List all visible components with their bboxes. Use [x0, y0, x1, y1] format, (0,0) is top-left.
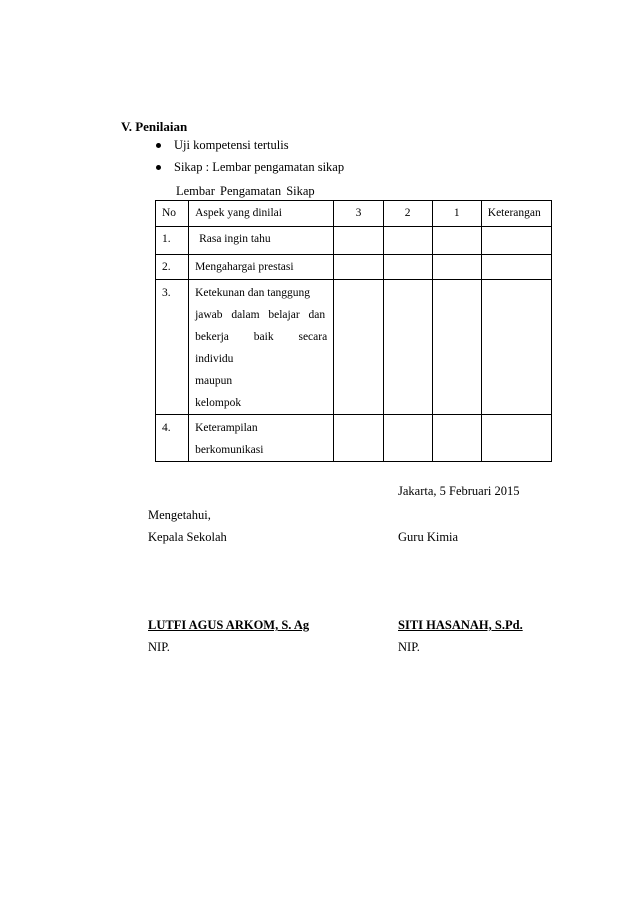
keterangan-cell: [481, 280, 551, 415]
table-row: [156, 415, 552, 462]
bullet-icon: [156, 143, 161, 148]
score-cell: [334, 415, 383, 462]
table-row: [156, 227, 552, 255]
header-no: No: [156, 201, 189, 227]
score-cell: [383, 227, 432, 255]
right-nip: NIP.: [398, 640, 420, 654]
header-aspek: Aspek yang dinilai: [189, 201, 334, 227]
row-number: 4.: [156, 415, 189, 462]
row-aspek: Mengahargai prestasi: [189, 255, 334, 280]
bullet-item: [156, 138, 289, 153]
score-cell: [383, 255, 432, 280]
score-cell: [334, 227, 383, 255]
score-cell: [432, 255, 481, 280]
table-row: [156, 280, 552, 415]
left-nip: NIP.: [148, 640, 170, 654]
bullet-icon: [156, 165, 161, 170]
section-heading: V. Penilaian: [121, 119, 188, 134]
keterangan-cell: [481, 255, 551, 280]
score-cell: [432, 280, 481, 415]
header-score-3: 3: [334, 201, 383, 227]
header-keterangan: Keterangan: [481, 201, 551, 227]
score-cell: [334, 280, 383, 415]
left-role: Kepala Sekolah: [148, 530, 227, 544]
acknowledged-label: Mengetahui,: [148, 508, 211, 522]
keterangan-cell: [481, 227, 551, 255]
row-number: 3.: [156, 280, 189, 415]
row-aspek: [189, 227, 334, 255]
row-aspek: [189, 415, 334, 462]
bullet-text: Sikap : Lembar pengamatan sikap: [174, 160, 345, 174]
table-row: [156, 255, 552, 280]
row-number: 1.: [156, 227, 189, 255]
table-header-row: [156, 201, 552, 227]
right-signatory-name: SITI HASANAH, S.Pd.: [398, 618, 523, 632]
score-cell: [334, 255, 383, 280]
row-aspek: [189, 280, 334, 415]
right-role: Guru Kimia: [398, 530, 459, 544]
place-date: Jakarta, 5 Februari 2015: [398, 484, 520, 498]
aspek-line: jawab dalam belajar dan: [195, 309, 326, 321]
keterangan-cell: [481, 415, 551, 462]
aspek-line: Ketekunan dan tanggung: [195, 287, 311, 299]
table-caption: Lembar Pengamatan Sikap: [176, 184, 315, 198]
aspek-line: kelompok: [195, 397, 242, 409]
bullet-item: [156, 160, 344, 175]
header-score-2: 2: [383, 201, 432, 227]
score-cell: [383, 415, 432, 462]
score-cell: [432, 227, 481, 255]
aspek-line: individu maupun: [195, 353, 234, 387]
aspek-line: Rasa ingin tahu: [199, 233, 271, 245]
aspek-line: Keterampilan: [195, 422, 258, 434]
aspek-line: berkomunikasi: [195, 444, 264, 456]
assessment-table: [155, 200, 552, 462]
bullet-text: Uji kompetensi tertulis: [174, 138, 289, 152]
score-cell: [432, 415, 481, 462]
header-score-1: 1: [432, 201, 481, 227]
score-cell: [383, 280, 432, 415]
left-signatory-name: LUTFI AGUS ARKOM, S. Ag: [148, 618, 310, 632]
row-number: 2.: [156, 255, 189, 280]
aspek-line: bekerja baik secara: [195, 331, 328, 343]
